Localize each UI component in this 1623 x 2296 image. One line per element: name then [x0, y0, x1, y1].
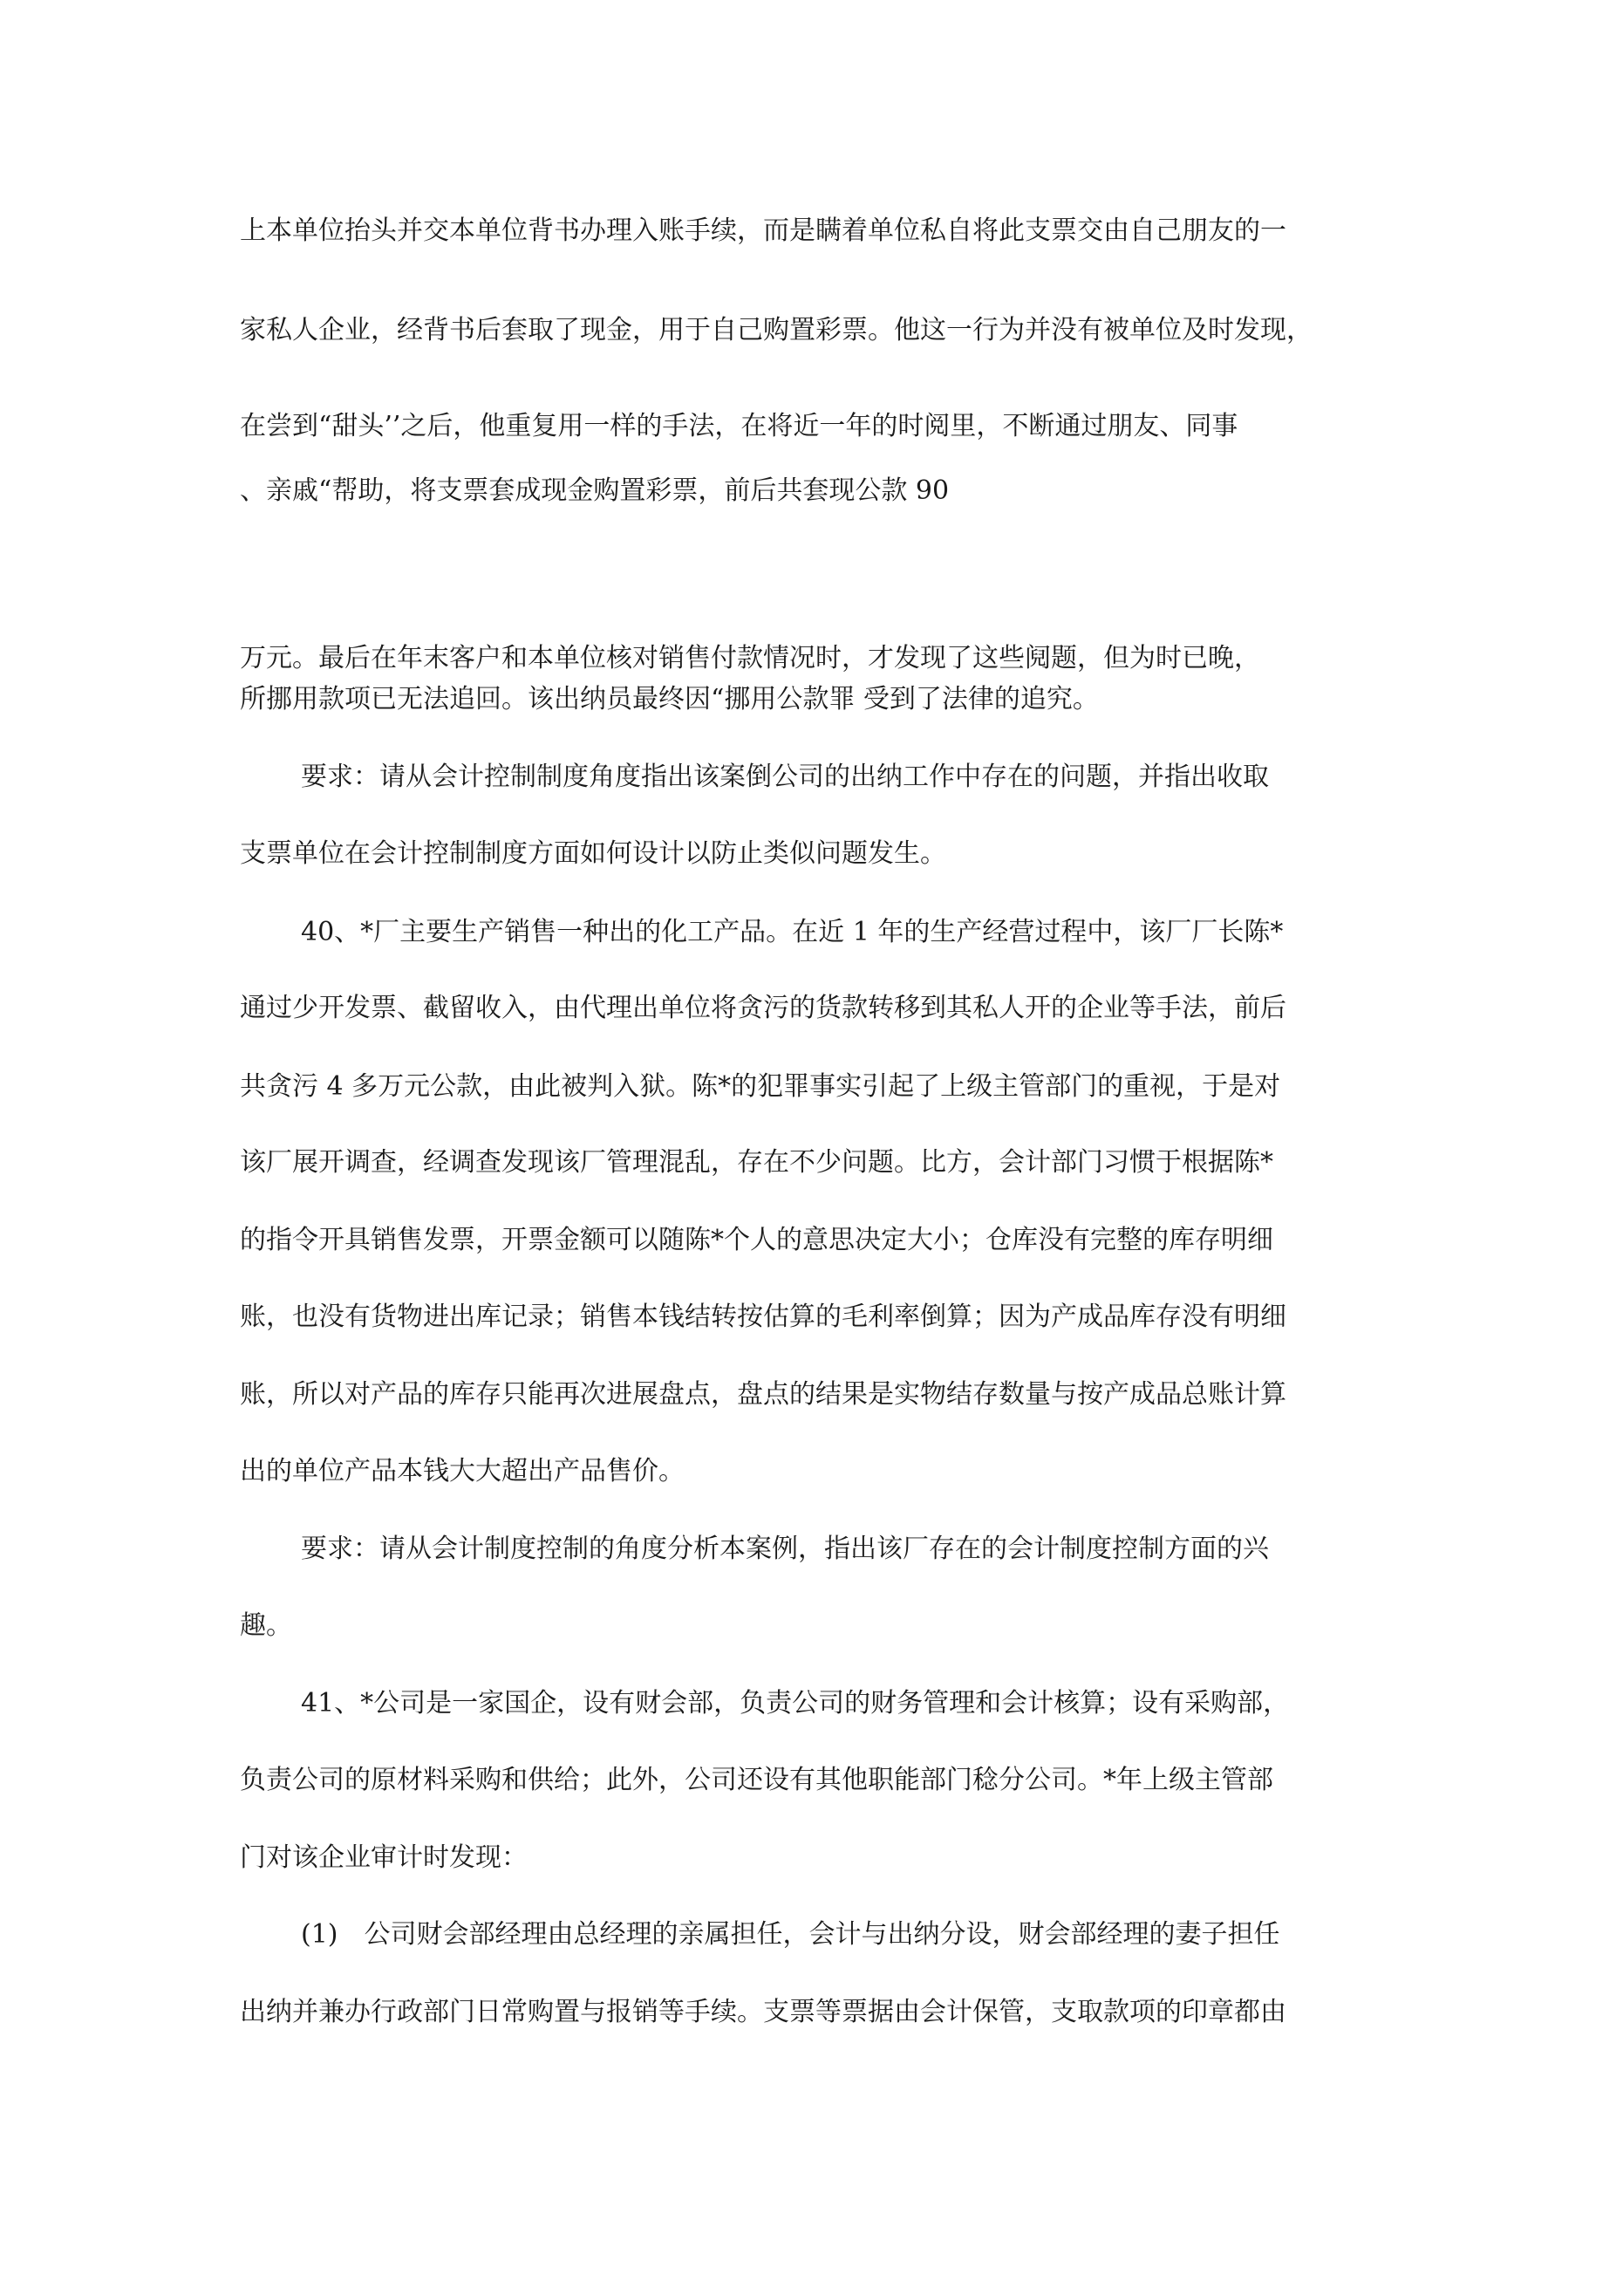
text-line-23: 出纳并兼办行政部门日常购置与报销等手续。支票等票据由会计保管，支取款项的印章都由: [240, 1997, 1286, 2027]
text-line-3: 在尝到“甜头’’之后，他重复用一样的手法，在将近一年的时阅里，不断通过朋友、同事: [240, 411, 1238, 441]
text-line-4: 、亲戚“帮助，将支票套成现金购置彩票，前后共套现公款 90: [240, 475, 950, 506]
text-line-2: 家私人企业，经背书后套取了现金，用于自己购置彩票。他这一行为并没有被单位及时发现，: [240, 315, 1313, 345]
requirement-paragraph-1: 要求：请从会计控制制度角度指出该案倒公司的出纳工作中存在的问题，并指出收取: [301, 762, 1269, 792]
text-line-20: 负责公司的原材料采购和供给；此外，公司还设有其他职能部门稔分公司。*年上级主管部: [240, 1765, 1273, 1795]
text-line-18: 趣。: [240, 1610, 292, 1641]
text-line-16: 出的单位产品本钱大大超出产品售价。: [240, 1456, 685, 1486]
text-line-12: 该厂展开调查，经调查发现该厂管理混乱，存在不少问题。比方，会计部门习惯于根据陈*: [240, 1147, 1273, 1178]
text-line-11: 共贪污 4 多万元公款，由此被判入狱。陈*的犯罪事实引起了上级主管部门的重视，于是对: [240, 1071, 1281, 1102]
text-line-6: 所挪用款项已无法追回。该出纳员最终因“挪用公款罪 受到了法律的追究。: [240, 684, 1099, 714]
text-line-15: 账，所以对产品的库存只能再次进展盘点，盘点的结果是实物结存数量与按产成品总账计算: [240, 1379, 1286, 1410]
text-line-10: 通过少开发票、截留收入，由代理出单位将贪污的货款转移到其私人开的企业等手法，前后: [240, 993, 1286, 1023]
text-line-5: 万元。最后在年末客户和本单位核对销售付款情况时，才发现了这些阋题，但为时已晚，: [240, 643, 1260, 673]
question-41-heading: 41、*公司是一家国企，设有财会部，负责公司的财务管理和会计核算；设有采购部，: [301, 1688, 1290, 1719]
requirement-paragraph-2: 要求：请从会计制度控制的角度分析本案例，指出该厂存在的会计制度控制方面的兴: [301, 1534, 1269, 1564]
text-line-8: 支票单位在会计控制制度方面如何设计以防止类似问题发生。: [240, 838, 946, 869]
text-line-1: 上本单位抬头并交本单位背书办理入账手续，而是瞒着单位私自将此支票交由自己朋友的一: [240, 215, 1286, 246]
item-1-heading: (1) 公司财会部经理由总经理的亲属担任，会计与出纳分设，财会部经理的妻子担任: [301, 1919, 1280, 1950]
question-40-heading: 40、*厂主要生产销售一种出的化工产品。在近 1 年的生产经营过程中，该厂厂长陈*: [301, 917, 1284, 947]
text-line-21: 门对该企业审计时发现：: [240, 1842, 528, 1873]
text-line-14: 账，也没有货物进出库记录；销售本钱结转按估算的毛利率倒算；因为产成品库存没有明细: [240, 1302, 1286, 1332]
text-line-13: 的指令开具销售发票，开票金额可以随陈*个人的意思决定大小；仓库没有完整的库存明细: [240, 1225, 1273, 1255]
